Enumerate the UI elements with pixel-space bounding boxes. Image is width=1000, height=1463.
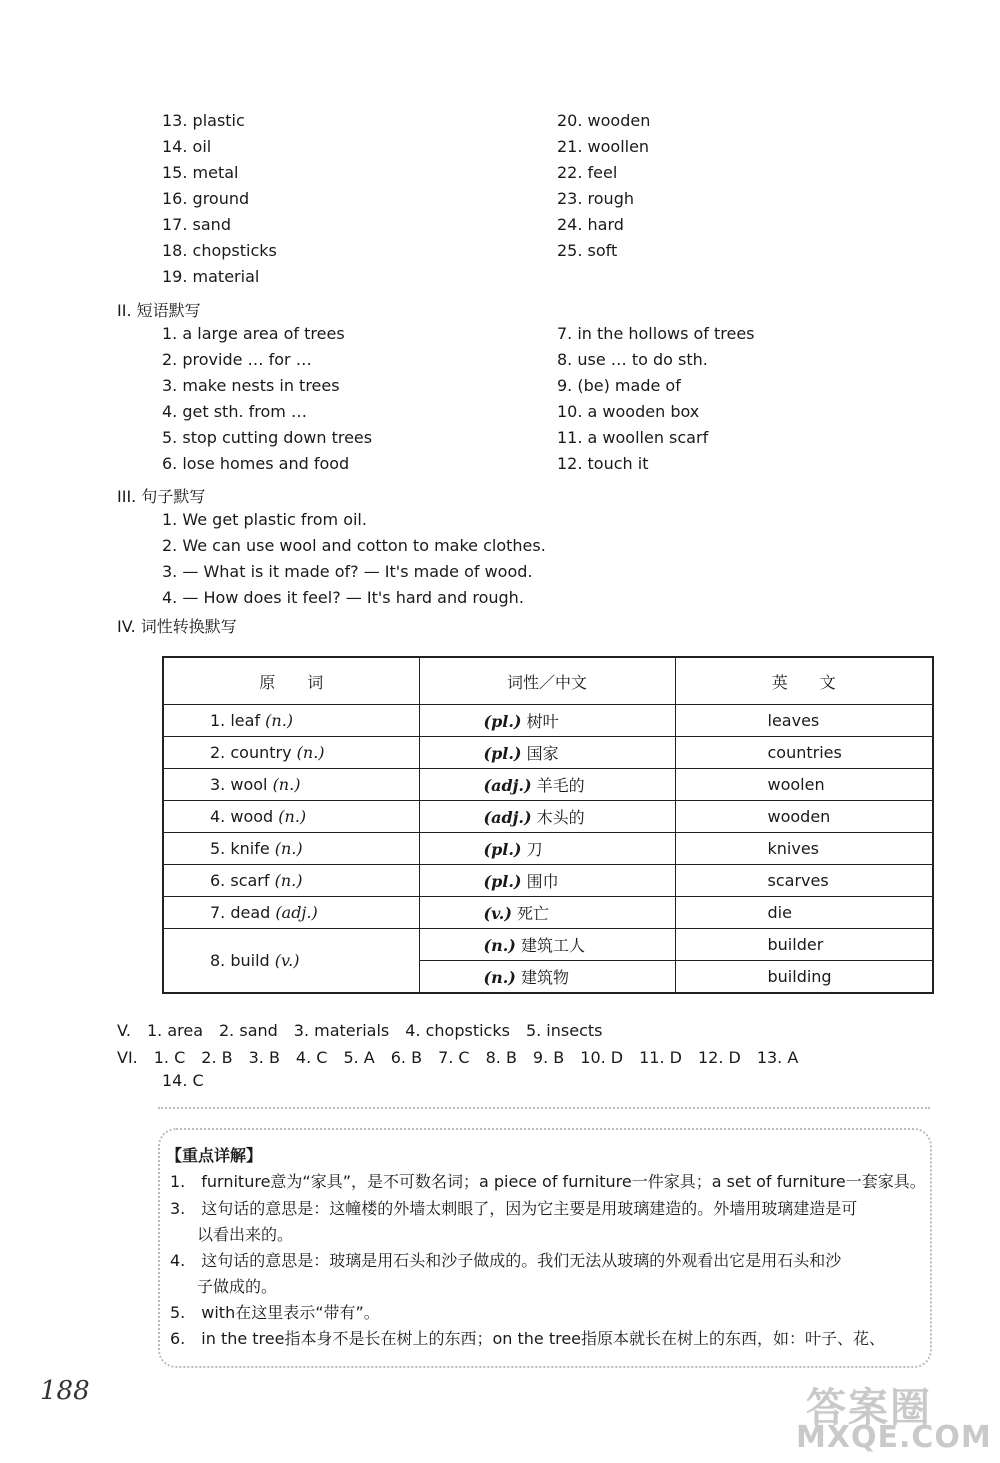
pos-chinese-cell: (pl.) 国家 (419, 737, 675, 769)
sentence-item: 1. We get plastic from oil. (162, 510, 367, 529)
original-word-cell: 8. build (v.) (163, 929, 419, 994)
note-line: 6. in the tree指本身不是长在树上的东西；on the tree指原本就长在树上的东西，如：叶子、花、 (170, 1329, 886, 1348)
english-cell: leaves (675, 705, 933, 737)
vocab-item: 24. hard (557, 215, 624, 234)
section-ii-heading: II. 短语默写 (117, 301, 201, 320)
phrase-item: 9. (be) made of (557, 376, 681, 395)
english-cell: countries (675, 737, 933, 769)
sentence-item: 4. — How does it feel? — It's hard and rough. (162, 588, 524, 607)
english-cell: builder (675, 929, 933, 961)
sentence-item: 2. We can use wool and cotton to make clothes. (162, 536, 546, 555)
sentence-item: 3. — What is it made of? — It's made of wood. (162, 562, 533, 581)
note-line: 以看出来的。 (197, 1225, 294, 1244)
phrase-item: 11. a woollen scarf (557, 428, 709, 447)
phrase-item: 6. lose homes and food (162, 454, 350, 473)
vocab-item: 13. plastic (162, 111, 245, 130)
phrase-item: 2. provide … for … (162, 350, 312, 369)
table-header-row (163, 657, 933, 705)
original-word-cell: 7. dead (adj.) (163, 897, 419, 929)
vocab-item: 25. soft (557, 241, 618, 260)
vocab-item: 17. sand (162, 215, 231, 234)
table-row (163, 865, 933, 897)
table-row (163, 705, 933, 737)
original-word-cell: 2. country (n.) (163, 737, 419, 769)
english-cell: building (675, 961, 933, 994)
english-cell: scarves (675, 865, 933, 897)
phrase-item: 7. in the hollows of trees (557, 324, 755, 343)
note-line: 3. 这句话的意思是：这幢楼的外墙太刺眼了，因为它主要是用玻璃建造的。外墙用玻璃建造是可 (170, 1199, 858, 1218)
table-row (163, 769, 933, 801)
page-number: 188 (40, 1376, 90, 1406)
pos-chinese-cell: (v.) 死亡 (419, 897, 675, 929)
vocab-item: 16. ground (162, 189, 250, 208)
pos-chinese-cell: (n.) 建筑物 (419, 961, 675, 994)
note-line: 5. with在这里表示“带有”。 (170, 1303, 380, 1322)
pos-chinese-cell: (adj.) 木头的 (419, 801, 675, 833)
original-word-cell: 1. leaf (n.) (163, 705, 419, 737)
section-vi-answers-line2: 14. C (162, 1071, 204, 1090)
watermark-text-bottom: MXQE.COM (796, 1420, 992, 1455)
english-cell: die (675, 897, 933, 929)
phrase-item: 5. stop cutting down trees (162, 428, 373, 447)
english-cell: woolen (675, 769, 933, 801)
pos-chinese-cell: (n.) 建筑工人 (419, 929, 675, 961)
phrase-item: 10. a wooden box (557, 402, 700, 421)
vocab-item: 22. feel (557, 163, 618, 182)
original-word-cell: 4. wood (n.) (163, 801, 419, 833)
header-original-word: 原 词 (163, 657, 419, 705)
header-english: 英 文 (675, 657, 933, 705)
vocab-item: 23. rough (557, 189, 634, 208)
table-row (163, 833, 933, 865)
section-vi-answers-line1: VI. 1. C 2. B 3. B 4. C 5. A 6. B 7. C 8. B 9. B 10. D 11. D 12. D 13. A (117, 1048, 799, 1067)
section-iv-heading: IV. 词性转换默写 (117, 617, 237, 636)
vocab-item: 19. material (162, 267, 260, 286)
notes-title: 【重点详解】 (166, 1146, 263, 1165)
table-row (163, 737, 933, 769)
note-line: 子做成的。 (197, 1277, 278, 1296)
phrase-item: 1. a large area of trees (162, 324, 345, 343)
phrase-item: 8. use … to do sth. (557, 350, 708, 369)
note-line: 1. furniture意为“家具”，是不可数名词；a piece of furniture一件家具；a set of furniture一套家具。 (170, 1172, 926, 1191)
pos-chinese-cell: (adj.) 羊毛的 (419, 769, 675, 801)
word-conversion-table (162, 656, 934, 994)
section-v-answers: V. 1. area 2. sand 3. materials 4. chopsticks 5. insects (117, 1021, 603, 1040)
original-word-cell: 6. scarf (n.) (163, 865, 419, 897)
vocab-item: 14. oil (162, 137, 212, 156)
header-pos-chinese: 词性／中文 (419, 657, 675, 705)
original-word-cell: 3. wool (n.) (163, 769, 419, 801)
section-iii-heading: III. 句子默写 (117, 487, 206, 506)
english-cell: knives (675, 833, 933, 865)
table-row (163, 801, 933, 833)
table-row (163, 897, 933, 929)
english-cell: wooden (675, 801, 933, 833)
original-word-cell: 5. knife (n.) (163, 833, 419, 865)
watermark-logo (796, 1376, 992, 1456)
vocab-item: 15. metal (162, 163, 239, 182)
vocab-item: 20. wooden (557, 111, 651, 130)
watermark-text-top: 答案圈 (806, 1385, 932, 1431)
table-row (163, 929, 933, 961)
phrase-item: 4. get sth. from … (162, 402, 307, 421)
vocab-item: 21. woollen (557, 137, 650, 156)
pos-chinese-cell: (pl.) 树叶 (419, 705, 675, 737)
phrase-item: 12. touch it (557, 454, 649, 473)
note-line: 4. 这句话的意思是：玻璃是用石头和沙子做成的。我们无法从玻璃的外观看出它是用石头和沙 (170, 1251, 842, 1270)
pos-chinese-cell: (pl.) 围巾 (419, 865, 675, 897)
vocab-item: 18. chopsticks (162, 241, 277, 260)
phrase-item: 3. make nests in trees (162, 376, 340, 395)
pos-chinese-cell: (pl.) 刀 (419, 833, 675, 865)
dotted-divider (158, 1107, 930, 1109)
